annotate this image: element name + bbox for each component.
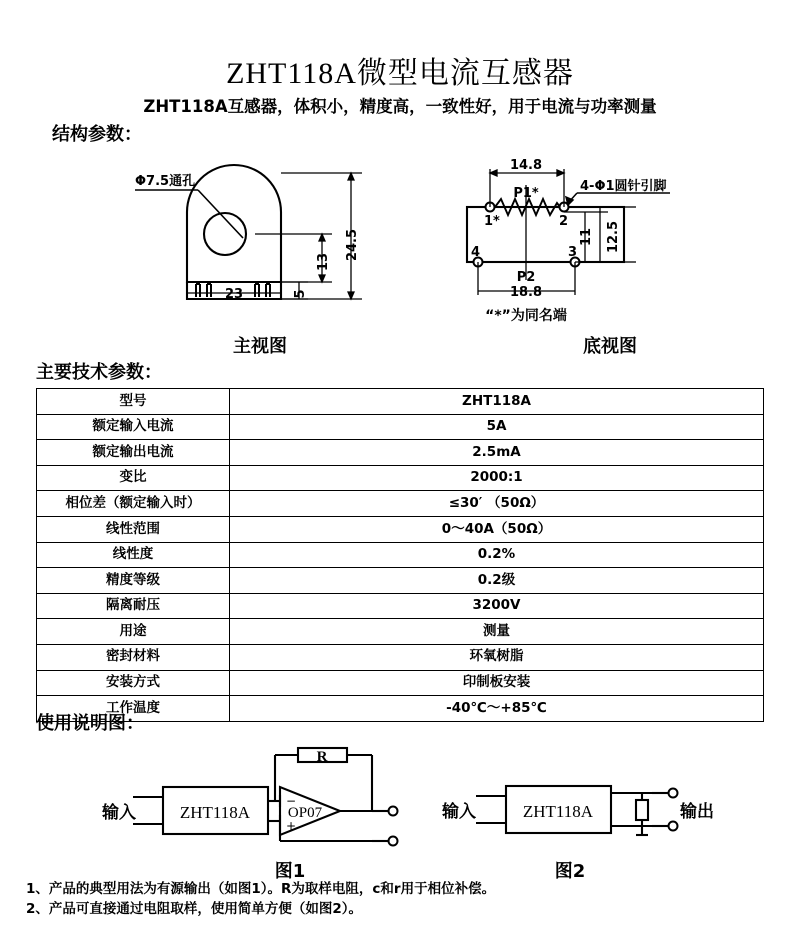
section-heading-structure: 结构参数： xyxy=(52,124,142,145)
usage-notes xyxy=(26,879,766,919)
usage-note-line: 2、产品可直接通过电阻取样，使用简单方便（如图2）。 xyxy=(26,901,363,917)
spec-key-cell: 密封材料 xyxy=(37,644,230,670)
bottom-view-winding-primary: P1* xyxy=(513,186,539,201)
figure2-output-label: 输出 xyxy=(680,802,714,822)
bottom-view-dim-height-outer: 12.5 xyxy=(606,220,621,254)
spec-key-cell: 额定输入电流 xyxy=(37,414,230,440)
bottom-view-same-polarity-note: “*”为同名端 xyxy=(485,308,567,324)
spec-value-cell: 5A xyxy=(230,414,764,440)
page-subtitle: ZHT118A互感器，体积小，精度高，一致性好，用于电流与功率测量 xyxy=(143,97,657,116)
bottom-view-caption: 底视图 xyxy=(583,336,637,357)
spec-key-cell: 线性范围 xyxy=(37,516,230,542)
front-view-dim-base-height: 5 xyxy=(293,289,308,299)
spec-value-cell: 0.2% xyxy=(230,542,764,568)
bottom-view-pin2-label: 2 xyxy=(559,214,569,229)
figure1-inverting-input-label: − xyxy=(286,794,297,808)
bottom-view-drawing xyxy=(440,155,720,335)
spec-value-cell: -40℃～+85℃ xyxy=(230,696,764,722)
specifications-table-body xyxy=(37,389,764,722)
spec-key-cell: 型号 xyxy=(37,389,230,415)
spec-value-cell: ZHT118A xyxy=(230,389,764,415)
figure1-noninverting-input-label: + xyxy=(286,819,297,833)
bottom-view-pin4-label: 4 xyxy=(471,245,481,260)
table-row xyxy=(37,389,764,415)
figure2-circuit-diagram xyxy=(440,762,720,857)
figure1-caption: 图1 xyxy=(274,861,306,882)
spec-value-cell: 0～40A（50Ω） xyxy=(230,516,764,542)
spec-value-cell: 环氧树脂 xyxy=(230,644,764,670)
front-view-dim-body-height: 13 xyxy=(316,252,331,272)
bottom-view-winding-secondary: P2 xyxy=(516,270,536,285)
table-row xyxy=(37,593,764,619)
figure2-caption: 图2 xyxy=(554,861,586,882)
table-row xyxy=(37,414,764,440)
spec-value-cell: 3200V xyxy=(230,593,764,619)
figure1-device-label: ZHT118A xyxy=(179,803,251,822)
table-row xyxy=(37,516,764,542)
figure1-resistor-label: R xyxy=(316,749,328,765)
front-view-dim-width: 23 xyxy=(224,287,244,302)
specifications-table xyxy=(36,388,764,722)
spec-value-cell: 测量 xyxy=(230,619,764,645)
table-row xyxy=(37,491,764,517)
spec-key-cell: 变比 xyxy=(37,465,230,491)
figure1-opamp-label: OP07 xyxy=(287,805,323,821)
front-view-drawing xyxy=(130,160,380,335)
table-row xyxy=(37,619,764,645)
spec-key-cell: 额定输出电流 xyxy=(37,440,230,466)
figure1-circuit-diagram xyxy=(100,725,420,855)
bottom-view-pin3-label: 3 xyxy=(568,245,578,260)
spec-value-cell: 2000:1 xyxy=(230,465,764,491)
figure1-input-label: 输入 xyxy=(102,803,136,823)
table-row xyxy=(37,670,764,696)
figure2-input-label: 输入 xyxy=(442,802,476,822)
bottom-view-dim-pin-span: 14.8 xyxy=(509,158,543,173)
spec-value-cell: 2.5mA xyxy=(230,440,764,466)
section-heading-specs: 主要技术参数： xyxy=(36,362,162,383)
bottom-view-dim-height-inner: 11 xyxy=(579,227,594,247)
table-row xyxy=(37,465,764,491)
table-row xyxy=(37,644,764,670)
spec-key-cell: 安装方式 xyxy=(37,670,230,696)
table-row xyxy=(37,542,764,568)
spec-key-cell: 用途 xyxy=(37,619,230,645)
spec-value-cell: ≤30′ （50Ω） xyxy=(230,491,764,517)
front-view-hole-label: Φ7.5通孔 xyxy=(135,174,196,189)
bottom-view-pin1-label: 1* xyxy=(484,214,500,229)
front-view-dim-total-height: 24.5 xyxy=(345,228,360,262)
usage-note-line: 1、产品的典型用法为有源输出（如图1）。R为取样电阻，c和r用于相位补偿。 xyxy=(26,881,496,897)
spec-value-cell: 0.2级 xyxy=(230,568,764,594)
table-row xyxy=(37,568,764,594)
table-row xyxy=(37,696,764,722)
spec-key-cell: 线性度 xyxy=(37,542,230,568)
table-row xyxy=(37,440,764,466)
page-title: ZHT118A微型电流互感器 xyxy=(226,57,574,90)
spec-key-cell: 隔离耐压 xyxy=(37,593,230,619)
spec-key-cell: 工作温度 xyxy=(37,696,230,722)
front-view-caption: 主视图 xyxy=(233,336,287,357)
spec-key-cell: 精度等级 xyxy=(37,568,230,594)
figure2-device-label: ZHT118A xyxy=(522,802,594,821)
spec-key-cell: 相位差（额定输入时） xyxy=(37,491,230,517)
section-heading-usage: 使用说明图： xyxy=(36,713,144,734)
bottom-view-dim-width: 18.8 xyxy=(509,285,543,300)
bottom-view-pin-callout: 4-Φ1圆针引脚 xyxy=(580,179,667,194)
spec-value-cell: 印制板安装 xyxy=(230,670,764,696)
